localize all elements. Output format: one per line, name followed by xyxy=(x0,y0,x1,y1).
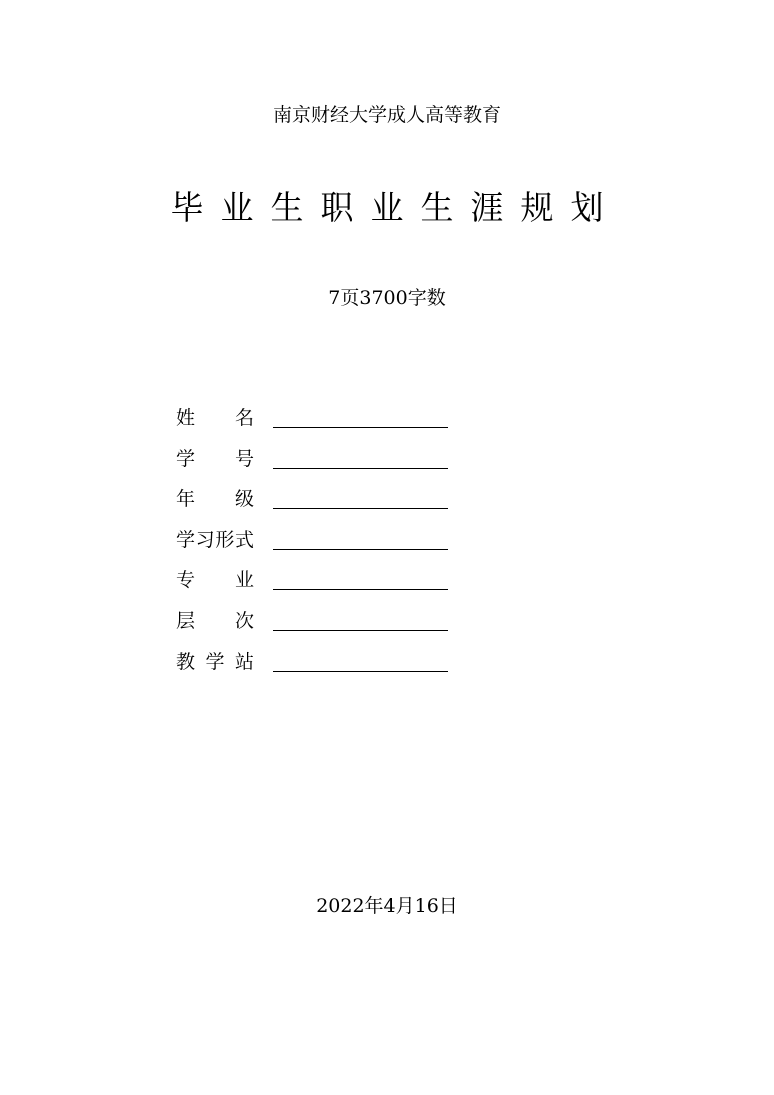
school-name: 南京财经大学成人高等教育 xyxy=(272,104,501,126)
major-blank-line[interactable] xyxy=(273,589,448,590)
form-row-major xyxy=(176,566,476,607)
form-row-teaching-station xyxy=(176,648,476,689)
form-row-study-mode xyxy=(176,526,476,567)
form-label-name: 姓 名 xyxy=(176,407,254,429)
level-blank-line[interactable] xyxy=(273,630,448,631)
document-date: 2022年4月16日 xyxy=(316,895,458,917)
form-row-name xyxy=(176,404,476,445)
info-form xyxy=(176,404,476,688)
form-label-student-id: 学 号 xyxy=(176,447,254,470)
form-label-major: 专 业 xyxy=(176,569,254,592)
name-blank-line[interactable] xyxy=(273,427,448,428)
grade-blank-line[interactable] xyxy=(273,508,448,509)
form-label-teaching-station: 教 学 站 xyxy=(176,650,254,673)
form-row-grade xyxy=(176,485,476,526)
student-id-blank-line[interactable] xyxy=(273,468,448,469)
form-label-grade: 年 级 xyxy=(176,488,254,511)
form-row-student-id xyxy=(176,445,476,486)
study-mode-blank-line[interactable] xyxy=(273,549,448,550)
form-label-level: 层 次 xyxy=(176,609,254,632)
document-title: 毕业生职业生涯规划 xyxy=(170,188,621,227)
form-row-level xyxy=(176,607,476,648)
form-label-study-mode: 学 习 形 式 xyxy=(176,528,254,551)
page-word-count: 7页3700字数 xyxy=(328,287,446,309)
teaching-station-blank-line[interactable] xyxy=(273,671,448,672)
